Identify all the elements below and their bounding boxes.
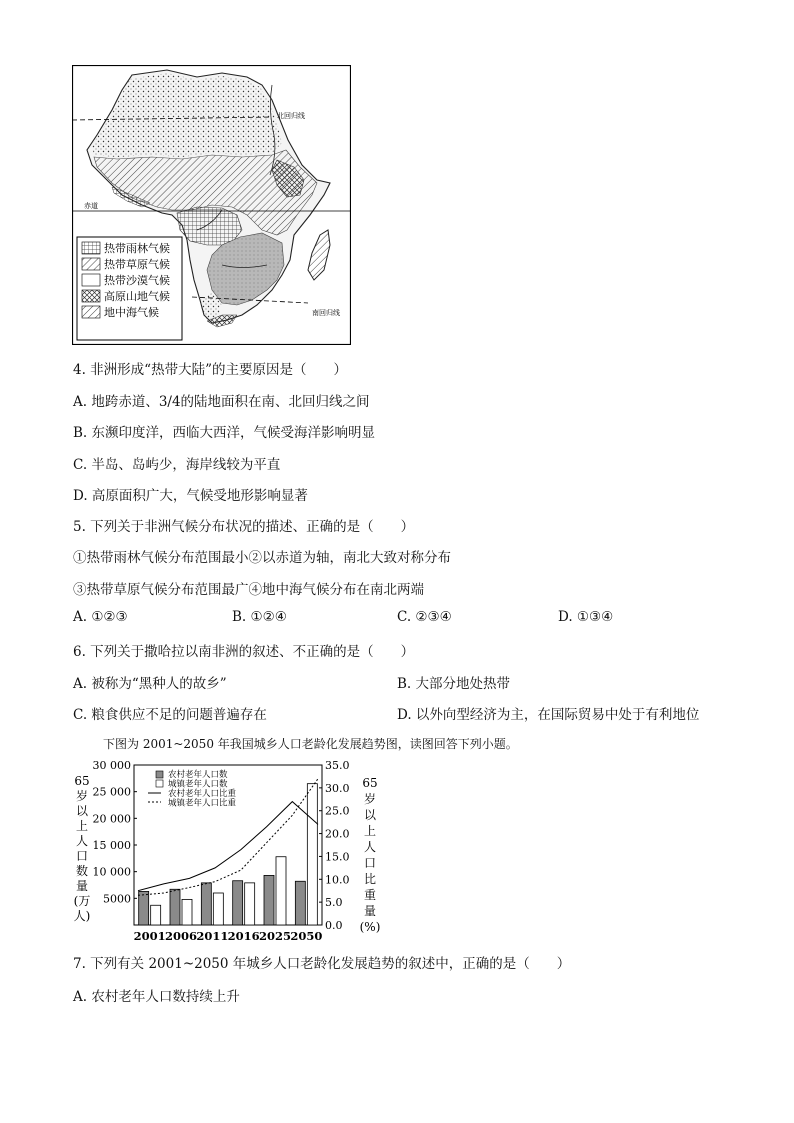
equator-label: 赤道 [84,202,98,210]
q7-option-a[interactable]: A. 农村老年人口数持续上升 [73,989,240,1005]
y-right-axis-title-char: 比 [363,872,377,886]
tropic-north-label: 北回归线 [277,112,305,120]
legend-swatch-rainforest [82,242,100,254]
y-left-tick-label: 5000 [103,892,131,906]
bar-urban-2016 [245,883,255,925]
y-right-axis-title-char: (%) [359,920,381,934]
africa-climate-map [72,65,351,345]
bar-rural-2001 [139,891,149,925]
legend-swatch-mediterranean [82,306,100,318]
y-right-tick-label: 30.0 [325,781,350,795]
y-right-axis-title-char: 量 [363,904,377,918]
legend-swatch-rural-bar [156,771,163,778]
q5-option-c[interactable]: C. ②③④ [397,609,452,625]
q6-stem: 6. 下列关于撒哈拉以南非洲的叙述、不正确的是（ ） [73,644,415,660]
bar-rural-2050 [295,881,305,925]
legend-label-series-3: 城镇老年人口比重 [168,798,237,809]
y-right-tick-label: 15.0 [325,850,350,864]
x-tick-label-2050: 2050 [290,929,323,943]
q4-option-c[interactable]: C. 半岛、岛屿少，海岸线较为平直 [73,457,281,473]
y-right-axis-title-char: 人 [363,840,377,854]
x-tick-label-2001: 2001 [133,929,166,943]
bar-urban-2025 [276,857,286,925]
line-rural-ratio [138,802,318,891]
y-left-axis-title-char: 数 [75,864,89,878]
legend-label-rainforest: 热带雨林气候 [104,242,170,255]
q6-option-a[interactable]: A. 被称为“黑种人的故乡” [73,676,227,692]
q6-option-c[interactable]: C. 粮食供应不足的问题普遍存在 [73,707,267,723]
y-left-tick-label: 15 000 [92,839,131,852]
q5-statement-1: ①热带雨林气候分布范围最小②以赤道为轴，南北大致对称分布 [73,550,451,566]
y-right-tick-label: 35.0 [325,759,350,772]
legend-label-series-0: 农村老年人口数 [168,770,228,780]
chart-caption: 下图为 2001~2050 年我国城乡人口老龄化发展趋势图，读图回答下列小题。 [103,737,518,751]
y-left-axis-title-char: 人 [75,834,89,848]
bar-rural-2016 [233,881,243,925]
y-left-tick-label: 10 000 [92,865,131,879]
x-tick-label-2011: 2011 [196,929,229,943]
legend-label-highland: 高原山地气候 [104,290,170,303]
y-left-tick-label: 30 000 [92,759,131,772]
x-tick-label-2006: 2006 [164,929,198,943]
legend-swatch-highland [82,290,100,302]
y-left-axis-title-char: 以 [75,804,89,818]
q5-option-a[interactable]: A. ①②③ [73,609,128,625]
q4-option-a[interactable]: A. 地跨赤道、3/4的陆地面积在南、北回归线之间 [73,394,370,410]
bar-rural-2025 [264,875,274,925]
y-right-tick-label: 5.0 [325,896,343,910]
q5-option-d[interactable]: D. ①③④ [558,609,614,625]
q6-option-d[interactable]: D. 以外向型经济为主，在国际贸易中处于有利地位 [397,707,700,723]
legend-label-desert: 热带沙漠气候 [104,274,170,287]
q4-stem: 4. 非洲形成“热带大陆”的主要原因是（ ） [73,362,347,378]
legend-swatch-savanna [82,258,100,270]
bar-rural-2006 [170,889,180,925]
legend-label-series-2: 农村老年人口比重 [168,789,237,799]
y-right-tick-label: 0.0 [325,919,343,932]
y-left-axis-title-char: 65 [74,774,90,788]
q5-statement-2: ③热带草原气候分布范围最广④地中海气候分布在南北两端 [73,582,424,598]
bar-urban-2050 [307,784,317,925]
y-right-axis-title-char: 以 [363,808,377,822]
bar-urban-2006 [182,899,192,925]
y-left-axis-title-char: 岁 [75,789,89,803]
q5-option-b[interactable]: B. ①②④ [232,609,287,625]
y-left-axis-title-char: 量 [75,879,89,893]
map-legend [77,237,182,340]
q7-stem: 7. 下列有关 2001~2050 年城乡人口老龄化发展趋势的叙述中，正确的是（ ） [73,956,571,972]
y-left-tick-label: 20 000 [92,812,131,826]
aging-trend-chart [70,755,390,950]
y-right-axis-title-char: 岁 [363,792,377,806]
y-left-axis-title-char: 上 [75,819,89,833]
y-right-tick-label: 10.0 [325,873,350,887]
y-right-axis-title-char: 口 [363,856,377,870]
legend-swatch-desert [82,274,100,286]
y-left-axis-title-char: 口 [75,849,89,863]
legend-label-savanna: 热带草原气候 [104,258,170,271]
legend-label-mediterranean: 地中海气候 [104,306,159,319]
tropic-south-label: 南回归线 [312,309,340,317]
y-right-tick-label: 20.0 [325,827,350,841]
y-right-axis-title-char: 重 [363,888,377,902]
y-left-axis-title-char: 人) [73,909,91,923]
y-left-tick-label: 25 000 [92,785,131,799]
y-left-axis-title-char: (万 [73,894,91,908]
q4-option-b[interactable]: B. 东濒印度洋，西临大西洋，气候受海洋影响明显 [73,425,376,441]
bar-rural-2011 [201,883,211,925]
y-right-axis-title-char: 上 [363,824,377,838]
legend-label-series-1: 城镇老年人口数 [168,779,228,790]
y-right-tick-label: 25.0 [325,804,350,818]
x-tick-label-2025: 2025 [258,929,292,943]
legend-swatch-urban-bar [156,780,163,787]
bar-urban-2001 [151,905,161,925]
q5-stem: 5. 下列关于非洲气候分布状况的描述、正确的是（ ） [73,519,415,535]
q4-option-d[interactable]: D. 高原面积广大，气候受地形影响显著 [73,488,308,504]
bar-urban-2011 [213,893,223,925]
y-right-axis-title-char: 65 [362,776,378,790]
x-tick-label-2016: 2016 [227,929,260,943]
q6-option-b[interactable]: B. 大部分地处热带 [397,676,511,692]
